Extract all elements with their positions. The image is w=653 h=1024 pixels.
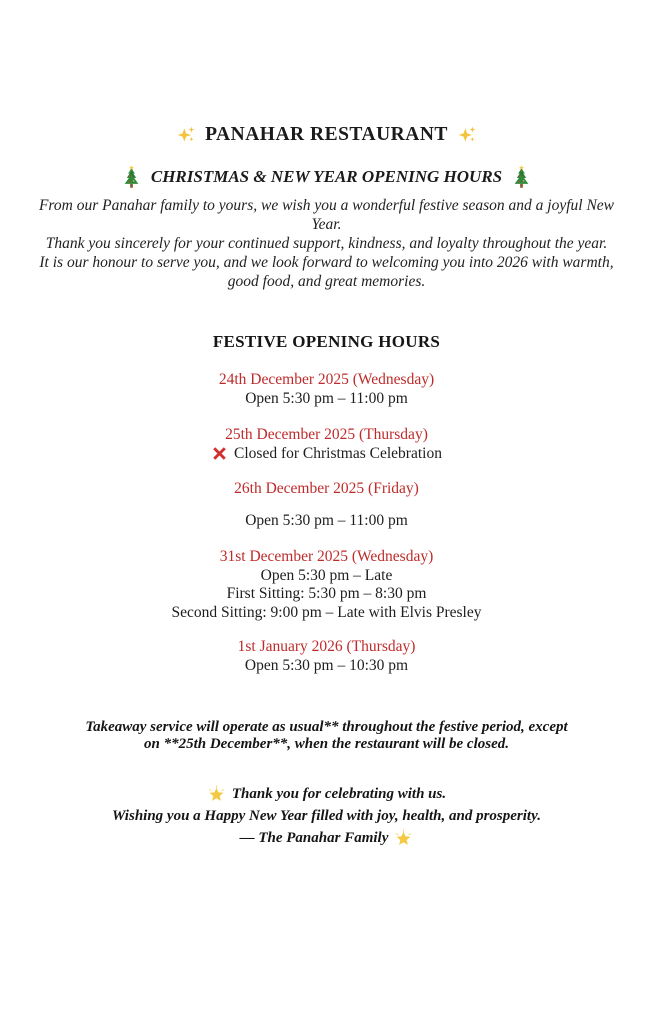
glowing-star-icon: [394, 829, 413, 848]
schedule-time: Open 5:30 pm – 11:00 pm: [245, 512, 408, 529]
festive-hours-heading: FESTIVE OPENING HOURS: [212, 332, 441, 351]
schedule-date: 25th December 2025 (Thursday): [225, 425, 428, 443]
sparkles-icon: [176, 125, 196, 145]
closing-line-3: [0, 829, 653, 848]
schedule-entry-25-dec: [0, 424, 653, 464]
glowing-star-icon: [207, 785, 226, 804]
takeaway-note: Takeaway service will operate as usual** throughout the festive period, except on **25th December**, when the restaurant will be closed.: [85, 718, 568, 752]
closing-line-1: [0, 785, 653, 804]
schedule-time: Open 5:30 pm – 10:30 pm: [244, 657, 409, 674]
christmas-tree-icon: [121, 165, 142, 189]
schedule-list: [0, 369, 653, 676]
schedule-date: 26th December 2025 (Friday): [234, 480, 419, 497]
subtitle-row: [0, 165, 653, 189]
schedule-date: 31st December 2025 (Wednesday): [219, 547, 434, 565]
christmas-tree-icon: [511, 165, 532, 189]
intro-line-2: Thank you sincerely for your continued support, kindness, and loyalty throughout the year.: [45, 235, 608, 252]
closing-text-1: Thank you for celebrating with us.: [231, 785, 447, 802]
schedule-second-sitting: Second Sitting: 9:00 pm – Late with Elvis Presley: [171, 603, 482, 621]
schedule-time: Open 5:30 pm – 11:00 pm: [245, 390, 408, 407]
schedule-entry-26-dec: [0, 478, 653, 531]
schedule-first-sitting: First Sitting: 5:30 pm – 8:30 pm: [226, 585, 427, 602]
closing-line-2: Wishing you a Happy New Year filled with joy, health, and prosperity.: [112, 807, 541, 824]
schedule-entry-1-jan: [0, 636, 653, 676]
schedule-date: 24th December 2025 (Wednesday): [218, 371, 435, 388]
closed-row: [0, 445, 653, 464]
closed-text: Closed for Christmas Celebration: [234, 444, 442, 462]
intro-paragraph: [31, 196, 623, 291]
cross-mark-icon: [211, 445, 228, 462]
schedule-time: Open 5:30 pm – Late: [260, 566, 393, 584]
sparkles-icon: [457, 125, 477, 145]
closing-message: [0, 785, 653, 848]
announcement-subtitle: CHRISTMAS & NEW YEAR OPENING HOURS: [150, 167, 503, 186]
closing-text-3: — The Panahar Family: [239, 829, 389, 846]
title-row: [0, 124, 653, 146]
restaurant-title: PANAHAR RESTAURANT: [205, 124, 448, 145]
schedule-entry-24-dec: [0, 369, 653, 409]
intro-line-3: It is our honour to serve you, and we look forward to welcoming you into 2026 with warmth, good food, and great memories.: [39, 254, 614, 290]
schedule-date: 1st January 2026 (Thursday): [237, 638, 416, 655]
intro-line-1: From our Panahar family to yours, we wish you a wonderful festive season and a joyful New Year.: [38, 197, 615, 233]
schedule-entry-31-dec: [0, 546, 653, 623]
